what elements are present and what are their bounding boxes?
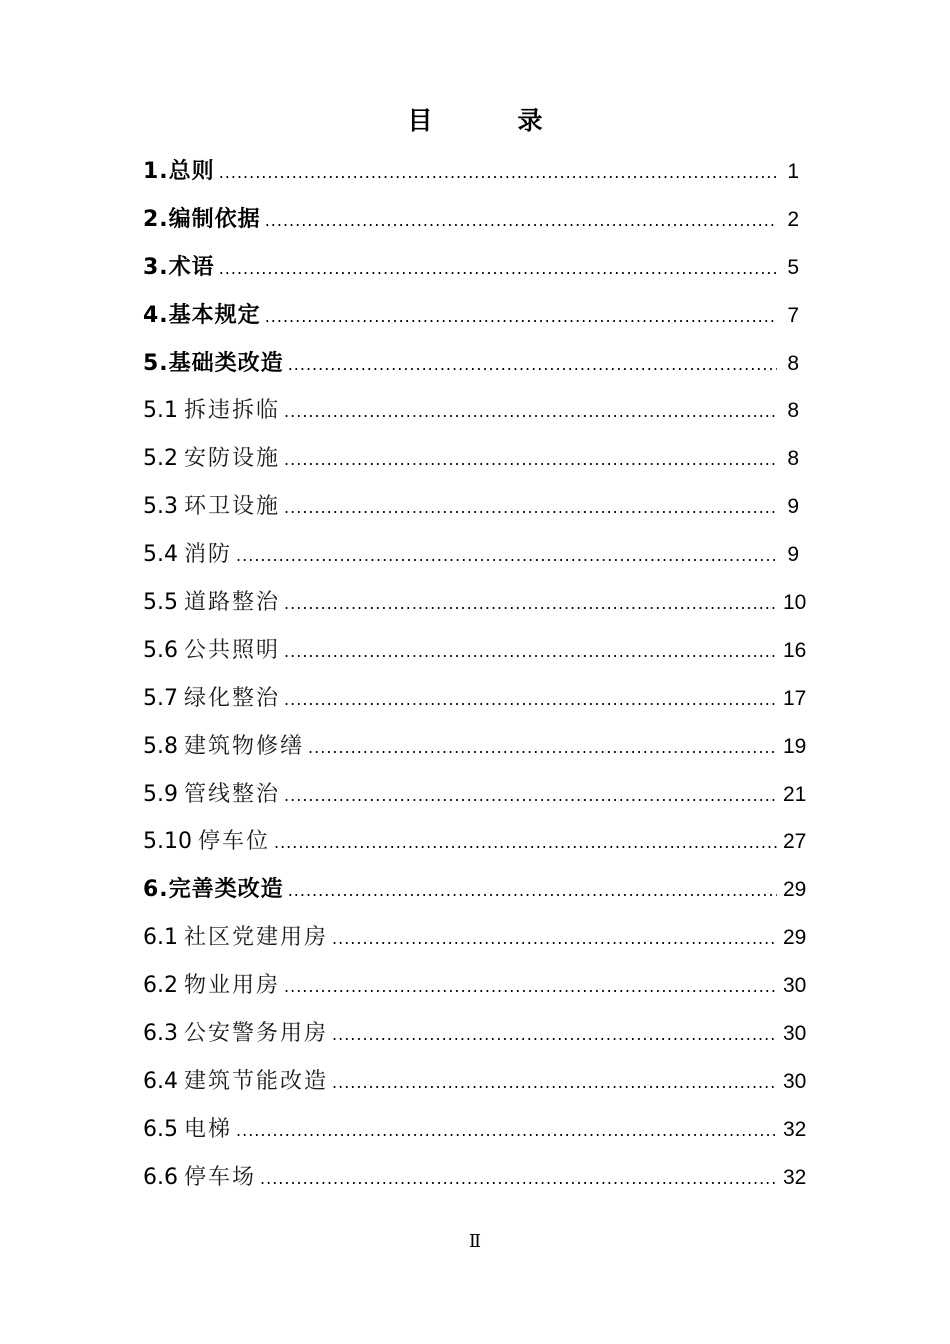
toc-entry-number: 5.8 [143,733,178,759]
toc-entry[interactable] [143,870,807,918]
toc-entry-title: 停车场 [184,1164,257,1190]
toc-entry[interactable] [143,391,803,439]
dot-leader [332,919,777,959]
toc-entry-title: 安防设施 [184,446,281,472]
toc-entry[interactable] [143,248,803,296]
toc-entry[interactable] [143,487,803,535]
toc-entry[interactable] [143,1014,807,1062]
dot-leader [219,153,777,193]
toc-entry-title: 消防 [184,542,233,568]
toc-entry-page-number: 10 [783,591,807,615]
toc-entry-title: 社区党建用房 [184,925,329,951]
toc-entry[interactable] [143,1158,807,1206]
toc-entry-title: 总则 [168,159,215,184]
toc-entry-title: 基础类改造 [168,350,284,376]
toc-entry-page-number: 17 [783,686,807,710]
toc-entry-title: 完善类改造 [168,877,284,903]
dot-leader [260,1159,777,1199]
dot-leader [308,728,777,768]
dot-leader [284,680,777,720]
dot-leader [284,488,777,528]
toc-entry[interactable] [143,200,803,248]
toc-entry-page-number: 29 [783,878,807,902]
toc-entry-page-number: 30 [783,1069,807,1093]
dot-leader [284,632,777,672]
toc-entry-title: 道路整治 [184,590,281,616]
toc-entry-page-number: 9 [787,543,799,567]
toc-entry-number: 5.2 [143,446,178,472]
toc-entry-number: 6.2 [143,973,178,999]
toc-entry-title: 基本规定 [168,302,261,328]
toc-entry[interactable] [143,775,807,823]
toc-entry-number: 5.4 [143,542,178,568]
dot-leader [219,249,777,289]
toc-entry[interactable] [143,583,807,631]
dot-leader [284,440,777,480]
toc-entry[interactable] [143,439,803,487]
toc-entry-number: 5. [143,350,169,376]
toc-entry-number: 5.6 [143,637,178,663]
toc-entry-page-number: 7 [787,303,799,327]
dot-leader [288,345,777,385]
toc-entry-title: 停车位 [197,829,270,855]
dot-leader [284,584,777,624]
toc-entry-number: 1. [143,159,169,184]
toc-entry[interactable] [143,344,803,392]
toc-entry-title: 建筑物修缮 [184,733,305,759]
toc-entry-number: 2. [143,206,169,232]
toc-entry-title: 管线整治 [184,781,281,807]
dot-leader [265,297,777,337]
toc-entry-page-number: 32 [783,1117,807,1141]
toc-entry-number: 5.3 [143,494,178,520]
toc-entry-number: 5.1 [143,398,178,424]
toc-entry-title: 电梯 [184,1116,233,1142]
toc-entry-page-number: 30 [783,974,807,998]
dot-leader [332,1063,777,1103]
toc-entry-page-number: 32 [783,1165,807,1189]
toc-entry[interactable] [143,535,803,583]
toc-entry-number: 6.4 [143,1068,178,1094]
toc-entry-number: 6. [143,877,169,903]
toc-entry[interactable] [143,966,807,1014]
toc-entry-page-number: 30 [783,1022,807,1046]
toc-entry-title: 术语 [168,254,215,280]
toc-entry-number: 6.6 [143,1164,178,1190]
toc-title: 目 录 [407,106,573,135]
toc-entry-page-number: 8 [787,351,799,375]
toc-entry-title: 编制依据 [168,206,261,232]
toc-entry-page-number: 5 [787,255,799,279]
toc-entry-title: 物业用房 [184,973,281,999]
toc-entry-number: 5.10 [143,829,192,855]
page-number: Ⅱ [468,1231,482,1252]
table-of-contents [143,152,807,1206]
toc-entry-number: 5.9 [143,781,178,807]
toc-entry-number: 6.1 [143,925,178,951]
toc-entry[interactable] [143,822,807,870]
dot-leader [288,871,777,911]
toc-entry[interactable] [143,679,807,727]
toc-entry-number: 6.3 [143,1021,178,1047]
toc-entry-number: 6.5 [143,1116,178,1142]
toc-entry-number: 3. [143,254,169,280]
toc-entry-page-number: 19 [783,734,807,758]
dot-leader [284,776,777,816]
toc-entry[interactable] [143,152,803,200]
toc-entry-page-number: 27 [783,830,807,854]
toc-entry-title: 建筑节能改造 [184,1068,329,1094]
toc-entry[interactable] [143,1110,807,1158]
toc-entry-page-number: 8 [787,447,799,471]
dot-leader [284,967,777,1007]
toc-entry[interactable] [143,296,803,344]
toc-entry-number: 5.5 [143,590,178,616]
toc-entry-title: 公安警务用房 [184,1021,329,1047]
dot-leader [236,1111,777,1151]
dot-leader [284,392,777,432]
dot-leader [236,536,777,576]
toc-entry-page-number: 21 [783,782,807,806]
dot-leader [274,823,777,863]
toc-entry-number: 5.7 [143,685,178,711]
toc-entry-title: 拆违拆临 [184,398,281,424]
toc-entry[interactable] [143,727,807,775]
toc-entry-page-number: 16 [783,638,807,662]
dot-leader [265,201,777,241]
dot-leader [332,1015,777,1055]
toc-entry-title: 公共照明 [184,637,281,663]
toc-entry[interactable] [143,918,807,966]
toc-entry-page-number: 9 [787,495,799,519]
toc-entry-page-number: 8 [787,399,799,423]
toc-entry-page-number: 29 [783,926,807,950]
toc-entry-page-number: 1 [787,160,799,183]
toc-entry-title: 环卫设施 [184,494,281,520]
toc-entry-page-number: 2 [787,207,799,231]
toc-entry[interactable] [143,631,807,679]
toc-entry-number: 4. [143,302,169,328]
toc-entry-title: 绿化整治 [184,685,281,711]
toc-entry[interactable] [143,1062,807,1110]
